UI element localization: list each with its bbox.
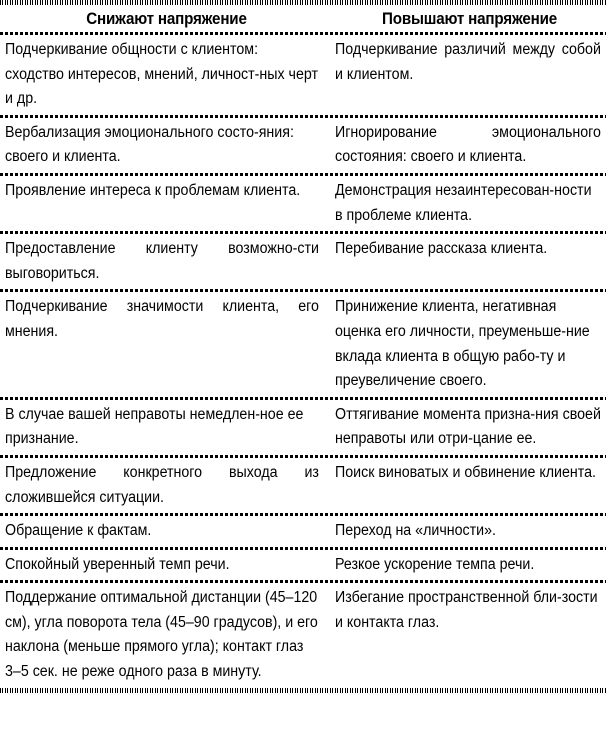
header-cell-increase-tension bbox=[333, 9, 606, 29]
table-cell-increase-tension bbox=[333, 550, 606, 581]
cell-text: Предоставление клиенту возможно-сти выговориться. bbox=[5, 240, 319, 282]
table-row bbox=[0, 516, 606, 547]
cell-text: Поиск виноватых и обвинение клиента. bbox=[335, 463, 596, 481]
table-cell-reduce-tension bbox=[0, 118, 333, 173]
cell-text: Принижение клиента, негативная оценка его личности, преуменьше-ние вклада клиента в общую рабо-ту и преувеличение своего. bbox=[335, 298, 590, 390]
table-cell-increase-tension bbox=[333, 118, 606, 173]
table-cell-increase-tension bbox=[333, 458, 606, 489]
header-cell-reduce-tension bbox=[0, 9, 333, 29]
table-cell-reduce-tension bbox=[0, 550, 333, 581]
table-row bbox=[0, 400, 606, 455]
cell-text: Оттягивание момента призна-ния своей неправоты или отри-цание ее. bbox=[335, 405, 601, 448]
cell-text: Вербализация эмоционального состо-яния: своего и клиента. bbox=[5, 123, 294, 166]
table-cell-increase-tension bbox=[333, 400, 606, 455]
table-cell-reduce-tension bbox=[0, 583, 333, 687]
cell-text: Спокойный уверенный темп речи. bbox=[5, 555, 230, 573]
header-label-increase-tension: Повышают напряжение bbox=[381, 10, 557, 28]
table-cell-reduce-tension bbox=[0, 176, 333, 207]
cell-text: Проявление интереса к проблемам клиента. bbox=[5, 181, 301, 199]
table-header-row bbox=[0, 5, 606, 32]
table-cell-increase-tension bbox=[333, 292, 606, 396]
table-row bbox=[0, 292, 606, 396]
cell-text: Перебивание рассказа клиента. bbox=[335, 240, 548, 258]
table-row bbox=[0, 458, 606, 513]
cell-text: Подчеркивание значимости клиента, его мнения. bbox=[5, 298, 319, 340]
table-cell-increase-tension bbox=[333, 35, 606, 90]
table-cell-increase-tension bbox=[333, 583, 606, 638]
cell-text: Игнорирование эмоционального состояния: своего и клиента. bbox=[335, 123, 601, 166]
cell-text: Обращение к фактам. bbox=[5, 522, 152, 540]
table-cell-reduce-tension bbox=[0, 35, 333, 115]
cell-text: В случае вашей неправоты немедлен-ное ее признание. bbox=[5, 405, 304, 448]
table-row bbox=[0, 176, 606, 231]
table-cell-reduce-tension bbox=[0, 292, 333, 347]
table-cell-increase-tension bbox=[333, 176, 606, 231]
table-row bbox=[0, 118, 606, 173]
cell-text: Демонстрация незаинтересован-ности в проблеме клиента. bbox=[335, 181, 592, 224]
cell-text: Резкое ускорение темпа речи. bbox=[335, 555, 535, 573]
cell-text: Предложение конкретного выхода из сложившейся ситуации. bbox=[5, 463, 319, 506]
table-row bbox=[0, 583, 606, 687]
table-row bbox=[0, 35, 606, 115]
cell-text: Подчеркивание общности с клиентом: сходство интересов, мнений, личност-ных черт и др. bbox=[5, 41, 318, 108]
header-label-reduce-tension: Снижают напряжение bbox=[86, 10, 247, 28]
table-cell-reduce-tension bbox=[0, 234, 333, 289]
table-cell-reduce-tension bbox=[0, 458, 333, 513]
cell-text: Подчеркивание различий между собой и клиентом. bbox=[335, 41, 601, 83]
table-body bbox=[0, 35, 606, 688]
table-row bbox=[0, 550, 606, 581]
table-row bbox=[0, 234, 606, 289]
table-cell-reduce-tension bbox=[0, 400, 333, 455]
cell-text: Избегание пространственной бли-зости и контакта глаз. bbox=[335, 589, 598, 631]
cell-text: Переход на «личности». bbox=[335, 522, 496, 540]
cell-text: Поддержание оптимальной дистанции (45–120 см), угла поворота тела (45–90 градусов), и его наклона (меньше прямого угла); контакт глаз 3–5 сек. не реже одного раза в минуту. bbox=[5, 589, 318, 681]
table-bottom-border bbox=[0, 688, 606, 693]
table-cell-increase-tension bbox=[333, 516, 606, 547]
table-cell-reduce-tension bbox=[0, 516, 333, 547]
table-cell-increase-tension bbox=[333, 234, 606, 265]
